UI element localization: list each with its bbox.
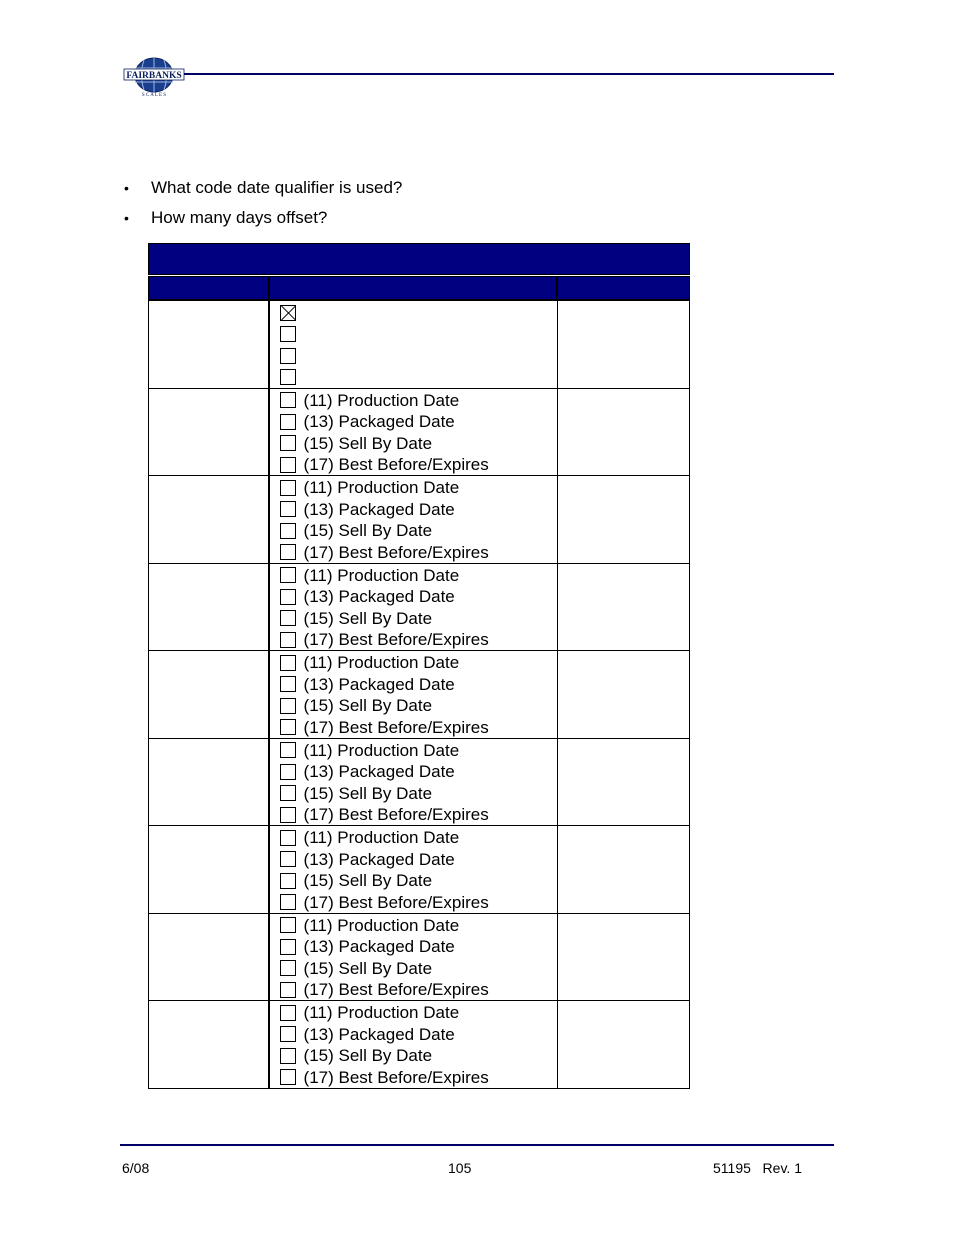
checkbox-option[interactable] (280, 1024, 558, 1046)
checkbox-label: (15) Sell By Date (303, 521, 433, 541)
checkbox[interactable] (280, 567, 296, 583)
checkbox[interactable] (280, 807, 296, 823)
table-row (149, 388, 689, 476)
fairbanks-logo (122, 55, 186, 97)
options-cell (270, 564, 559, 651)
checkbox-option[interactable] (280, 565, 558, 587)
checkbox-label: (13) Packaged Date (303, 1024, 455, 1044)
checkbox[interactable] (280, 632, 296, 648)
header-cell-2 (270, 277, 559, 299)
checkbox[interactable] (280, 305, 296, 321)
checkbox-option[interactable] (280, 827, 558, 849)
checkbox[interactable] (280, 698, 296, 714)
checkbox-label: (15) Sell By Date (303, 1046, 433, 1066)
row-cell-3 (558, 389, 689, 476)
table-row (149, 300, 689, 388)
checkbox-label: (15) Sell By Date (303, 783, 433, 803)
checkbox-option[interactable] (280, 367, 558, 389)
checkbox-label: (11) Production Date (303, 1003, 460, 1023)
options-cell (270, 389, 559, 476)
checkbox-option[interactable] (280, 586, 558, 608)
row-cell-3 (558, 739, 689, 826)
checkbox-option[interactable] (280, 849, 558, 871)
question-code-date-qualifier: • What code date qualifier is used? (122, 176, 402, 206)
checkbox[interactable] (280, 1005, 296, 1021)
checkbox-label: (11) Production Date (303, 565, 460, 585)
checkbox[interactable] (280, 348, 296, 364)
checkbox-label: (13) Packaged Date (303, 762, 455, 782)
checkbox-label: (13) Packaged Date (303, 412, 455, 432)
checkbox-option[interactable] (280, 1002, 558, 1024)
checkbox-label: (13) Packaged Date (303, 587, 455, 607)
checkbox-option[interactable] (280, 958, 558, 980)
checkbox-label: (17) Best Before/Expires (303, 980, 489, 1000)
checkbox[interactable] (280, 589, 296, 605)
row-cell-3 (558, 914, 689, 1001)
checkbox-label: (11) Production Date (303, 390, 460, 410)
checkbox[interactable] (280, 480, 296, 496)
footer-date: 6/08 (122, 1160, 150, 1176)
checkbox[interactable] (280, 523, 296, 539)
table-row (149, 475, 689, 563)
row-cell-3 (558, 476, 689, 563)
checkbox-label: (15) Sell By Date (303, 871, 433, 891)
page-number: 105 (448, 1160, 472, 1176)
checkbox-option[interactable] (280, 324, 558, 346)
header-rule (184, 73, 834, 75)
checkbox-label: (11) Production Date (303, 740, 460, 760)
checkbox-label: (11) Production Date (303, 653, 460, 673)
checkbox[interactable] (280, 392, 296, 408)
checkbox-option[interactable] (280, 1067, 558, 1089)
svg-text:S C A L E S: S C A L E S (141, 93, 167, 97)
options-cell (270, 301, 559, 388)
checkbox-option[interactable] (280, 499, 558, 521)
checkbox[interactable] (280, 1069, 296, 1085)
table-title-bar (148, 243, 690, 275)
table-row (149, 825, 689, 913)
row-cell-1 (149, 739, 270, 826)
checkbox[interactable] (280, 785, 296, 801)
checkbox[interactable] (280, 939, 296, 955)
checkbox-label: (17) Best Before/Expires (303, 542, 489, 562)
checkbox-option[interactable] (280, 608, 558, 630)
checkbox[interactable] (280, 1026, 296, 1042)
checkbox-option[interactable] (280, 454, 558, 476)
checkbox[interactable] (280, 764, 296, 780)
checkbox-option[interactable] (280, 783, 558, 805)
checkbox[interactable] (280, 655, 296, 671)
table-header-row (148, 276, 690, 300)
table-row (149, 1000, 689, 1088)
checkbox-label: (17) Best Before/Expires (303, 892, 489, 912)
checkbox-label: (13) Packaged Date (303, 937, 455, 957)
checkbox[interactable] (280, 326, 296, 342)
checkbox-option[interactable] (280, 979, 558, 1001)
checkbox[interactable] (280, 851, 296, 867)
checkbox[interactable] (280, 435, 296, 451)
checkbox-label: (13) Packaged Date (303, 674, 455, 694)
checkbox[interactable] (280, 917, 296, 933)
question-list (122, 176, 402, 236)
checkbox-option[interactable] (280, 892, 558, 914)
checkbox[interactable] (280, 501, 296, 517)
header-cell-3 (558, 277, 689, 299)
checkbox-option[interactable] (280, 433, 558, 455)
checkbox-label: (17) Best Before/Expires (303, 717, 489, 737)
checkbox[interactable] (280, 457, 296, 473)
checkbox-option[interactable] (280, 804, 558, 826)
checkbox-label: (13) Packaged Date (303, 499, 455, 519)
checkbox[interactable] (280, 830, 296, 846)
checkbox-label: (11) Production Date (303, 915, 460, 935)
checkbox[interactable] (280, 873, 296, 889)
options-cell (270, 739, 559, 826)
checkbox-option[interactable] (280, 915, 558, 937)
checkbox[interactable] (280, 894, 296, 910)
checkbox[interactable] (280, 369, 296, 385)
checkbox-option[interactable] (280, 936, 558, 958)
checkbox[interactable] (280, 414, 296, 430)
checkbox-label: (15) Sell By Date (303, 696, 433, 716)
checkbox-option[interactable] (280, 652, 558, 674)
checkbox[interactable] (280, 982, 296, 998)
row-cell-1 (149, 914, 270, 1001)
checkbox-label: (17) Best Before/Expires (303, 455, 489, 475)
row-cell-1 (149, 651, 270, 738)
row-cell-1 (149, 826, 270, 913)
checkbox-option[interactable] (280, 302, 558, 324)
checkbox[interactable] (280, 742, 296, 758)
checkbox-label: (17) Best Before/Expires (303, 1067, 489, 1087)
row-cell-3 (558, 1001, 689, 1088)
checkbox[interactable] (280, 610, 296, 626)
row-cell-1 (149, 476, 270, 563)
checkbox-option[interactable] (280, 411, 558, 433)
table-row (149, 563, 689, 651)
svg-text:FAIRBANKS: FAIRBANKS (126, 71, 182, 81)
row-cell-1 (149, 301, 270, 388)
checkbox[interactable] (280, 544, 296, 560)
checkbox-option[interactable] (280, 695, 558, 717)
row-cell-3 (558, 651, 689, 738)
document-number: 51195 Rev. 1 (713, 1160, 802, 1176)
footer-rule (120, 1144, 834, 1146)
options-cell (270, 651, 559, 738)
checkbox-option[interactable] (280, 1045, 558, 1067)
checkbox[interactable] (280, 719, 296, 735)
table-body (148, 300, 690, 1089)
checkbox[interactable] (280, 960, 296, 976)
row-cell-3 (558, 564, 689, 651)
checkbox-option[interactable] (280, 520, 558, 542)
row-cell-3 (558, 826, 689, 913)
checkbox-label: (13) Packaged Date (303, 849, 455, 869)
checkbox[interactable] (280, 1048, 296, 1064)
table-row (149, 650, 689, 738)
checkbox-option[interactable] (280, 390, 558, 412)
checkbox-option[interactable] (280, 542, 558, 564)
row-cell-3 (558, 301, 689, 388)
checkbox-label: (15) Sell By Date (303, 958, 433, 978)
checkbox-option[interactable] (280, 761, 558, 783)
checkbox-label: (15) Sell By Date (303, 608, 433, 628)
options-cell (270, 826, 559, 913)
code-date-table (148, 243, 690, 1089)
row-cell-1 (149, 389, 270, 476)
checkbox-option[interactable] (280, 477, 558, 499)
checkbox-option[interactable] (280, 345, 558, 367)
row-cell-1 (149, 564, 270, 651)
options-cell (270, 1001, 559, 1088)
question-days-offset: • How many days offset? (122, 206, 402, 236)
table-row (149, 738, 689, 826)
header-cell-1 (149, 277, 270, 299)
checkbox-option[interactable] (280, 870, 558, 892)
checkbox-label: (11) Production Date (303, 828, 460, 848)
options-cell (270, 476, 559, 563)
checkbox-option[interactable] (280, 717, 558, 739)
checkbox-option[interactable] (280, 629, 558, 651)
options-cell (270, 914, 559, 1001)
checkbox-option[interactable] (280, 740, 558, 762)
checkbox-label: (17) Best Before/Expires (303, 630, 489, 650)
checkbox-label: (17) Best Before/Expires (303, 805, 489, 825)
checkbox-label: (15) Sell By Date (303, 433, 433, 453)
row-cell-1 (149, 1001, 270, 1088)
checkbox-label: (11) Production Date (303, 478, 460, 498)
checkbox[interactable] (280, 676, 296, 692)
table-row (149, 913, 689, 1001)
checkbox-option[interactable] (280, 674, 558, 696)
